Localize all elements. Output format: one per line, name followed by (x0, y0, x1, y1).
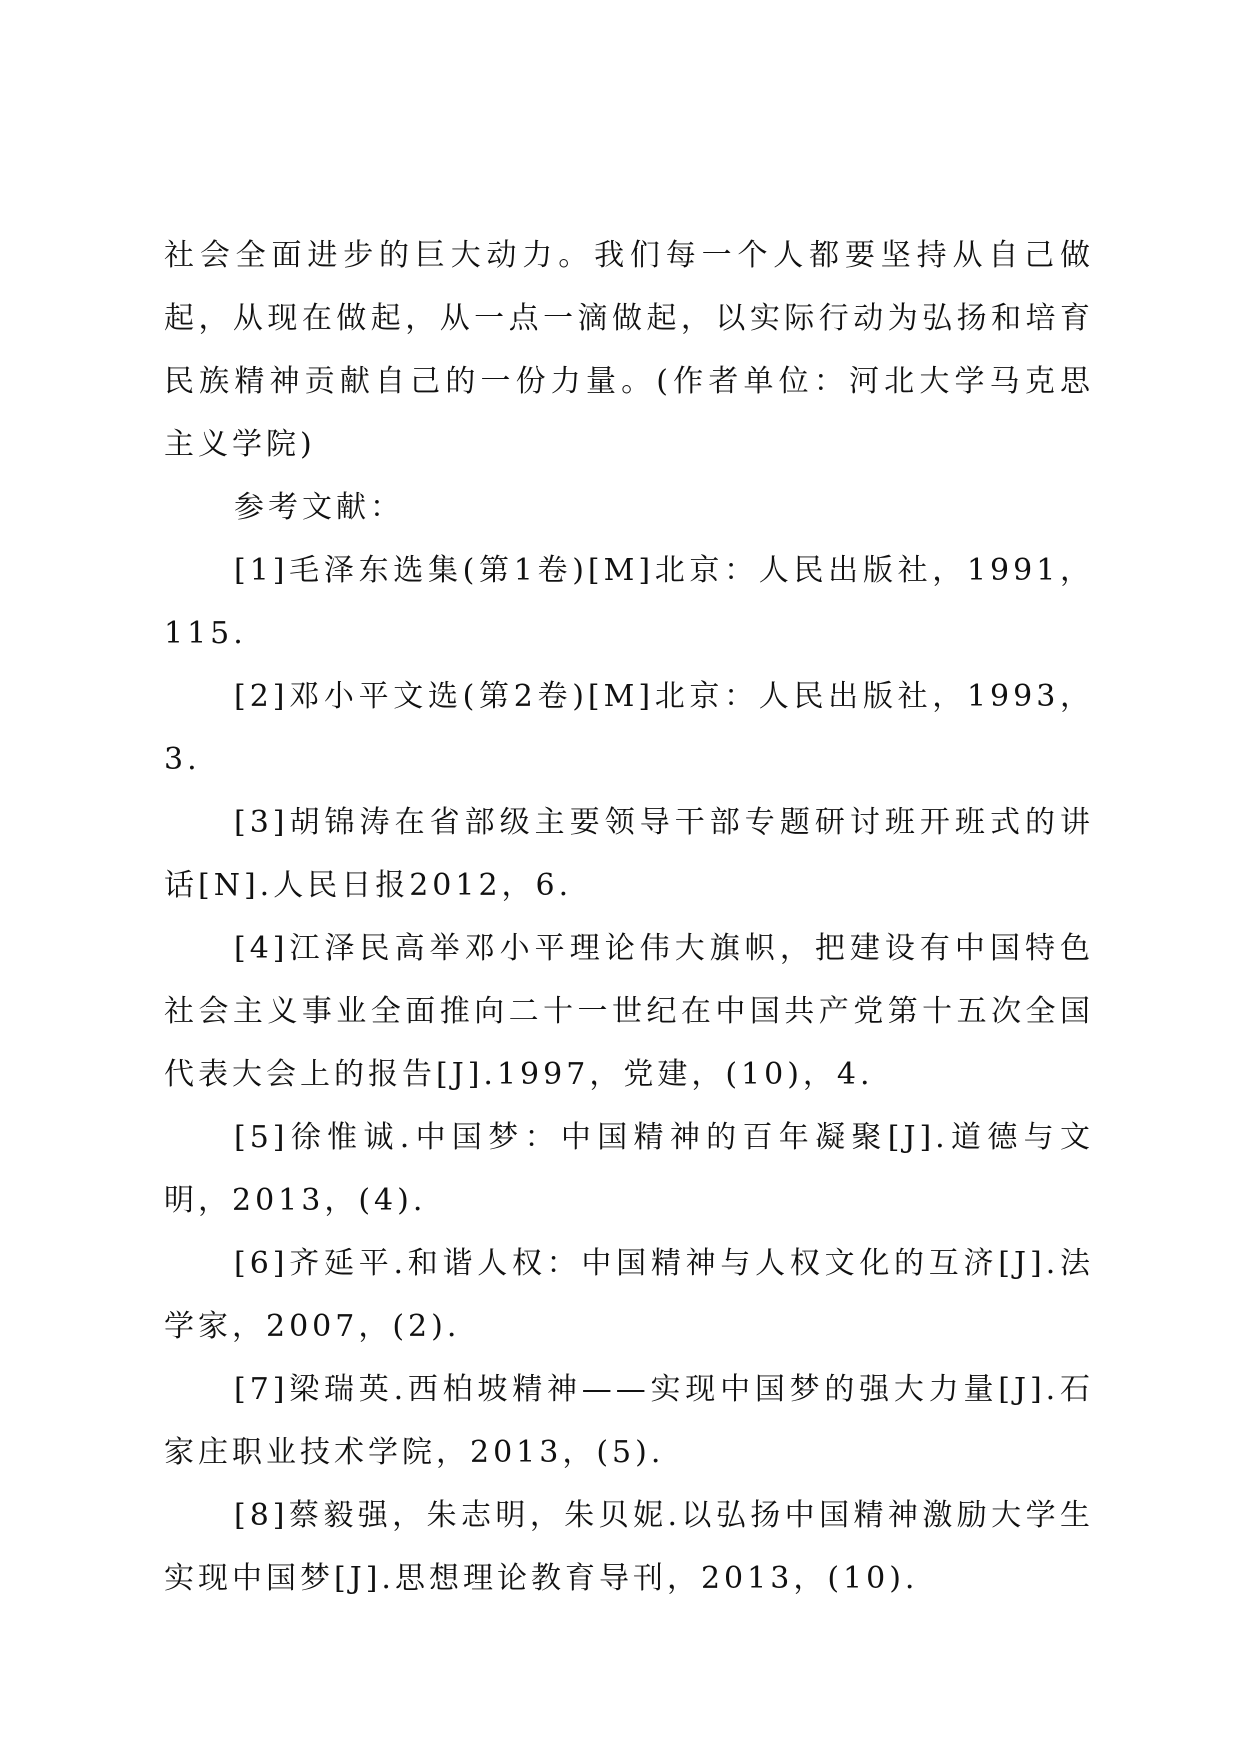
document-body (164, 224, 1094, 1610)
reference-item-3: [3]胡锦涛在省部级主要领导干部专题研讨班开班式的讲话[N].人民日报2012，6. (164, 805, 1094, 903)
reference-item-1: [1]毛泽东选集(第1卷)[M]北京：人民出版社，1991，115. (164, 553, 1094, 651)
reference-item-6: [6]齐延平.和谐人权：中国精神与人权文化的互济[J].法学家，2007，(2). (164, 1246, 1094, 1344)
reference-item-5: [5]徐惟诚.中国梦：中国精神的百年凝聚[J].道德与文明，2013，(4). (164, 1120, 1094, 1218)
references-heading: 参考文献： (234, 490, 404, 525)
reference-item-4: [4]江泽民高举邓小平理论伟大旗帜，把建设有中国特色社会主义事业全面推向二十一世纪在中国共产党第十五次全国代表大会上的报告[J].1997，党建，(10)，4. (164, 931, 1094, 1092)
body-paragraph: 社会全面进步的巨大动力。我们每一个人都要坚持从自己做起，从现在做起，从一点一滴做起，以实际行动为弘扬和培育民族精神贡献自己的一份力量。(作者单位：河北大学马克思主义学院) (164, 238, 1094, 462)
reference-item-8: [8]蔡毅强，朱志明，朱贝妮.以弘扬中国精神激励大学生实现中国梦[J].思想理论教育导刊，2013，(10). (164, 1498, 1094, 1596)
reference-item-7: [7]梁瑞英.西柏坡精神——实现中国梦的强大力量[J].石家庄职业技术学院，2013，(5). (164, 1372, 1094, 1470)
reference-item-2: [2]邓小平文选(第2卷)[M]北京：人民出版社，1993，3. (164, 679, 1094, 777)
